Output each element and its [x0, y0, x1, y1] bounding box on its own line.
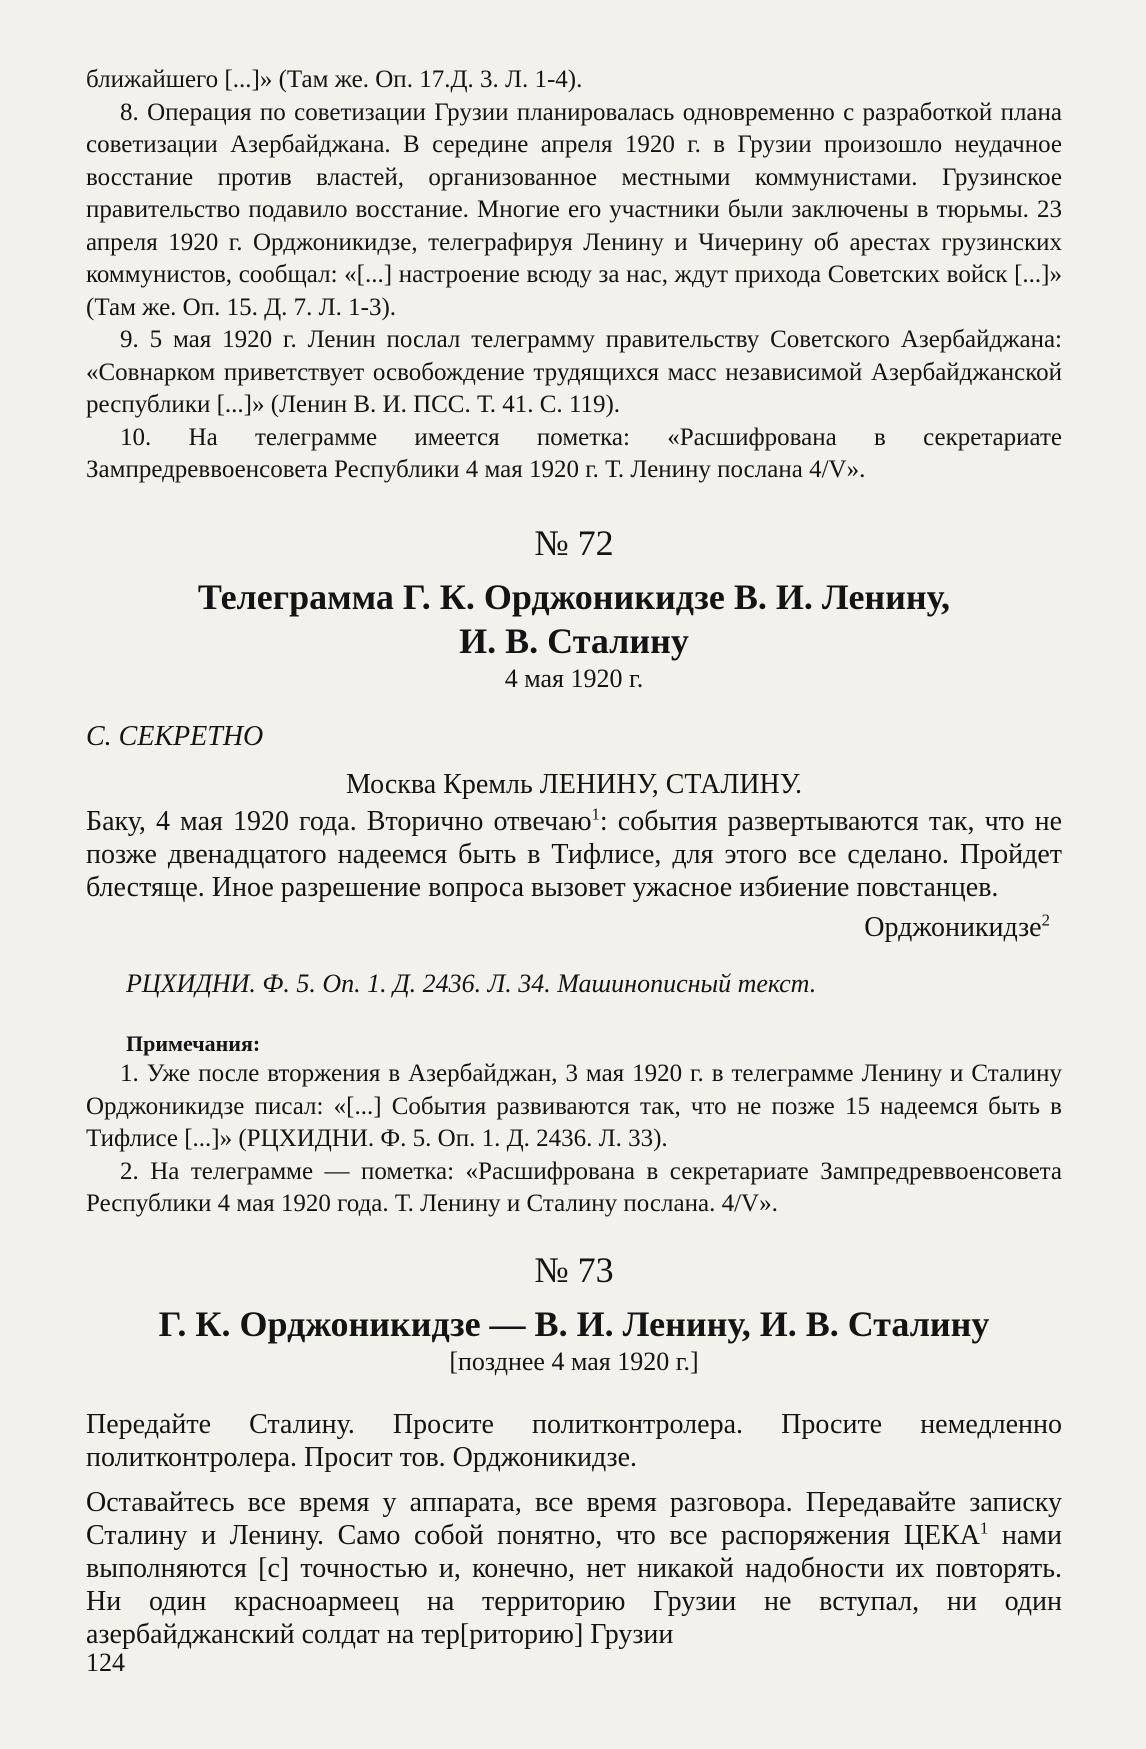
- doc-date: 4 мая 1920 г.: [504, 664, 644, 693]
- archive-source: РЦХИДНИ. Ф. 5. Оп. 1. Д. 2436. Л. 34. Машинописный текст.: [126, 969, 817, 998]
- telegram-body-text: Баку, 4 мая 1920 года. Вторично отвечаю: [86, 806, 592, 837]
- doc-title: Г. К. Орджоникидзе — В. И. Ленину, И. В. Сталину: [158, 1304, 990, 1344]
- secret-mark: С. СЕКРЕТНО: [86, 721, 264, 752]
- telegram-body-rest: : события развертываются так, что не позже двенадцатого надеемся быть в Тифлисе, для этого все сделано. Пройдет блестяще. Иное разрешение вопроса вызовет ужасное избиение повстанцев.: [86, 806, 1062, 903]
- note-10: 10. На телеграмме имеется пометка: «Расшифрована в секретариате Зампредреввоенсовета Республики 4 мая 1920 г. Т. Ленину послана 4/V».: [86, 423, 1062, 483]
- page-number: 124: [86, 1648, 125, 1677]
- paragraph-2-text: Оставайтесь все время у аппарата, все время разговора. Передавайте записку Сталину и Ленину. Само собой понятно, что все распоряжения ЦЕКА: [86, 1487, 1062, 1551]
- top-notes: [86, 64, 1062, 487]
- signature: [86, 912, 1062, 944]
- footnote-1: 1. Уже после вторжения в Азербайджан, 3 мая 1920 г. в телеграмме Ленину и Сталину Орджоникидзе писал: «[...] События развиваются так, что не позже 15 надеемся быть в Тифлисе [...]» (РЦХИДНИ. Ф. 5. Оп. 1. Д. 2436. Л. 33).: [86, 1060, 1062, 1152]
- notes-title: Примечания:: [126, 1031, 261, 1056]
- doc-number: № 72: [534, 523, 614, 563]
- note-9: 9. 5 мая 1920 г. Ленин послал телеграмму правительству Советского Азербайджана: «Совнарком приветствует освобождение трудящихся масс независимой Азербайджанской республики [...]» (Ленин В. И. ПСС. Т. 41. С. 119).: [86, 326, 1062, 418]
- address-line: Москва Кремль ЛЕНИНУ, СТАЛИНУ.: [345, 769, 803, 800]
- note-continuation: ближайшего [...]» (Там же. Оп. 17.Д. 3. Л. 1-4).: [86, 66, 583, 93]
- document-72: [86, 523, 1062, 1221]
- telegram-body: [86, 805, 1062, 904]
- doc-title-line2: И. В. Сталину: [459, 621, 689, 661]
- footnote-ref: 2: [1041, 910, 1050, 930]
- doc-title-line1: Телеграмма Г. К. Орджоникидзе В. И. Ленину,: [197, 577, 951, 617]
- footnote-ref: 1: [979, 1518, 989, 1538]
- doc-number: № 73: [534, 1250, 614, 1290]
- paragraph-2: [86, 1486, 1062, 1651]
- footnote-ref: 1: [591, 804, 600, 824]
- signature-text: Орджоникидзе: [864, 912, 1042, 943]
- footnote-2: 2. На телеграмме — пометка: «Расшифрована в секретариате Зампредреввоенсовета Республики 4 мая 1920 года. Т. Ленину и Сталину послана. 4/V».: [86, 1157, 1062, 1217]
- note-8: 8. Операция по советизации Грузии планировалась одновременно с разработкой плана советизации Азербайджана. В середине апреля 1920 г. в Грузии произошло неудачное восстание против властей, организованное местными коммунистами. Грузинское правительство подавило восстание. Многие его участники были заключены в тюрьмы. 23 апреля 1920 г. Орджоникидзе, телеграфируя Ленину и Чичерину об арестах грузинских коммунистов, сообщал: «[...] настроение всюду за нас, ждут прихода Советских войск [...]» (Там же. Оп. 15. Д. 7. Л. 1-3).: [86, 98, 1062, 321]
- paragraph-1: Передайте Сталину. Просите политконтролера. Просите немедленно политконтролера. Просит тов. Орджоникидзе.: [86, 1409, 1062, 1473]
- document-73: [86, 1250, 1062, 1651]
- paragraph-2-rest: нами выполняются [с] точностью и, конечно, нет никакой надобности их повторять. Ни один красноармеец на территорию Грузии не вступал, ни один азербайджанский солдат на тер[риторию] Грузии: [86, 1520, 1062, 1650]
- doc-date: [позднее 4 мая 1920 г.]: [449, 1347, 699, 1376]
